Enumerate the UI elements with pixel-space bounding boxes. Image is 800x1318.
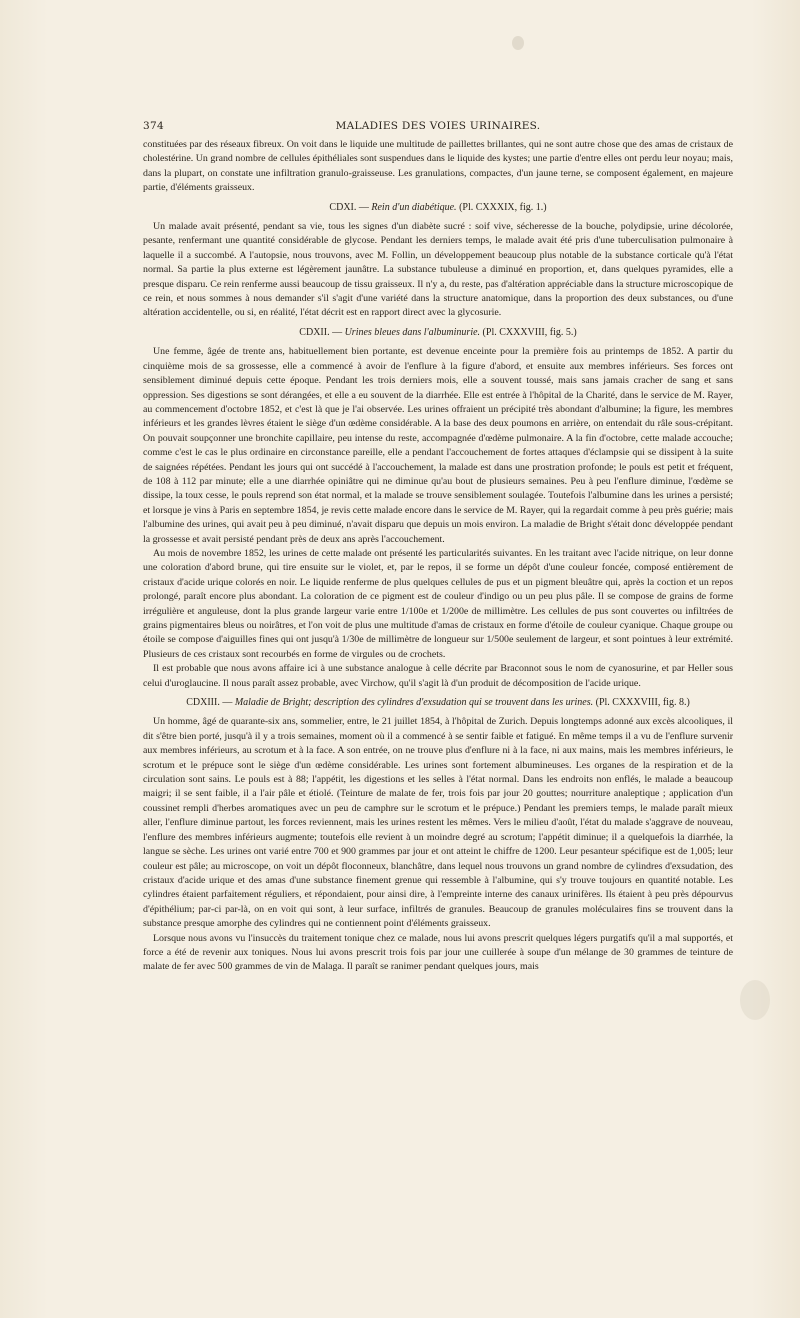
section-title xyxy=(143,696,733,710)
paragraph: Au mois de novembre 1852, les urines de cette malade ont présenté les particularités suivantes. En les traitant avec l'acide nitrique, on leur donne une coloration d'abord brune, qui tire ensuite sur le violet, et, par le repos, il se forme un dépôt d'une couleur foncée, composé entièrement de cristaux d'acide urique colorés en noir. Le liquide renferme de plus quelques cellules de pus et un pigment bleuâtre qui, après la coction et un repos prolongé, paraît encore plus abondant. La coloration de ce pigment est de couleur d'indigo ou un peu plus pâle. Il se compose de grains de forme irrégulière et anguleuse, dont la plus grande largeur varie entre 1/100e et 1/200e de millimètre. Les cellules de pus sont couvertes ou infiltrées de grains pigmentaires bleus ou noirâtres, et l'on voit de plus une multitude d'amas de cristaux en forme d'étoile de couleur cyanique. Chaque groupe ou étoile se compose d'aiguilles fines qui ont jusqu'à 1/30e de millimètre de longueur sur 1/500e seulement de largeur, et sont pointues à leur extrémité. Plusieurs de ces cristaux sont recourbés en forme de virgules ou de crochets. xyxy=(143,547,733,660)
section-cdxi xyxy=(143,201,733,321)
running-title: MALADIES DES VOIES URINAIRES. xyxy=(335,120,541,132)
plate-reference: (Pl. CXXXVIII, fig. 8.) xyxy=(595,697,690,709)
section-heading: Rein d'un diabétique. xyxy=(371,201,457,213)
section-cdxiii xyxy=(143,696,733,975)
paragraph: Lorsque nous avons vu l'insuccès du traitement tonique chez ce malade, nous lui avons prescrit quelques légers purgatifs qu'il a mal supportés, et force a été de revenir aux toniques. Nous lui avons prescrit trois fois par jour une cuillerée à soupe d'un mélange de 30 grammes de teinture de malate de fer avec 500 grammes de vin de Malaga. Il paraît se ranimer pendant quelques jours, mais xyxy=(143,932,733,973)
section-number: CDXII. — xyxy=(299,326,343,338)
section-heading: Urines bleues dans l'albuminurie. xyxy=(344,326,481,338)
section-number: CDXI. — xyxy=(329,201,369,213)
paper-stain xyxy=(740,980,770,1020)
section-number: CDXIII. — xyxy=(186,697,233,709)
page-number: 374 xyxy=(143,120,164,132)
paragraph: Une femme, âgée de trente ans, habituellement bien portante, est devenue enceinte pour la première fois au printemps de 1852. A partir du cinquième mois de sa grossesse, elle a commencé à avoir de l'enflure à la figure d'abord, et ensuite aux membres inférieurs. Ses forces ont sensiblement diminué depuis cette époque. Pendant les trois derniers mois, elle a souvent toussé, mais sans jamais cracher de sang et sans oppression. Ses digestions se sont dérangées, et elle a eu souvent de la diarrhée. Elle est entrée à l'hôpital de la Charité, dans le service de M. Rayer, au commencement d'octobre 1852, et c'est là que je l'ai observée. Les urines offraient un précipité très abondant d'albumine; la figure, les membres inférieurs et les grandes lèvres étaient le siège d'un œdème considérable. A la base des deux poumons en arrière, on entendait du râle sous-crépitant. On pouvait soupçonner une bronchite capillaire, peu intense du reste, accompagnée d'œdème pulmonaire. A la fin d'octobre, cette malade accouche; comme c'est le cas le plus ordinaire en circonstance pareille, elle a pendant l'accouchement de fortes attaques d'éclampsie qui se dissipent à la suite de saignées répétées. Pendant les jours qui ont succédé à l'accouchement, la malade est dans une prostration profonde; le pouls est petit et fréquent, de 108 à 112 par minute; elle a une diarrhée opiniâtre qui ne diminue qu'au bout de plusieurs semaines. Peu à peu l'enflure diminue, l'œdème se dissipe, la toux cesse, le pouls reprend son état normal, et la malade se trouve sensiblement soulagée. Toutefois l'albumine dans les urines a persisté; et lorsque je vins à Paris en septembre 1854, je revis cette malade encore dans le service de M. Rayer, qui la regardait comme à peu près guérie; mais l'albumine des urines, qui avait peu à peu diminué, n'avait disparu que depuis un mois environ. La maladie de Bright s'était donc développée pendant la grossesse et avait persisté pendant près de deux ans après l'accouchement. xyxy=(143,346,733,545)
intro-paragraph: constituées par des réseaux fibreux. On voit dans le liquide une multitude de paillettes brillantes, qui ne sont autre chose que des amas de cristaux de cholestérine. Un grand nombre de cellules épithéliales sont suspendues dans le liquide des kystes; une partie d'entre elles ont perdu leur noyau; mais, dans la plupart, on constate une infiltration granulo-graisseuse. Les granulations, compactes, d'un jaune terne, se composent également, en majeure partie, d'éléments graisseux. xyxy=(143,139,733,194)
paragraph: Il est probable que nous avons affaire ici à une substance analogue à celle décrite par Braconnot sous le nom de cyanosurine, et par Heller sous celui d'uroglaucine. Il nous paraît assez probable, avec Virchow, qu'il s'agit là d'un produit de décomposition de l'acide urique. xyxy=(143,663,733,689)
section-cdxii xyxy=(143,326,733,691)
paragraph: Un homme, âgé de quarante-six ans, sommelier, entre, le 21 juillet 1854, à l'hôpital de Zurich. Depuis longtemps adonné aux excès alcooliques, il dit s'être bien porté, jusqu'à il y a trois semaines, moment où il a commencé à se sentir faible et fatigué. En même temps il a vu de l'enflure survenir aux membres inférieurs, au scrotum et à la face. A son entrée, on ne trouve plus d'enflure ni à la face, ni aux mains, mais les membres inférieurs, le scrotum et le prépuce sont le siège d'un œdème considérable. Les urines sont fortement albumineuses. Les organes de la respiration et de la circulation sont sains. Le pouls est à 88; l'appétit, les digestions et les selles à l'état normal. Dans les endroits non enflés, le malade a beaucoup maigri; il se sent faible, il a l'air pâle et étiolé. (Teinture de malate de fer, trois fois par jour 20 gouttes; nourriture analeptique ; application d'un coussinet rempli d'herbes aromatiques avec un peu de camphre sur le scrotum et le prépuce.) Pendant les premiers temps, le malade paraît mieux aller, l'enflure diminue partout, les forces reviennent, mais les urines restent les mêmes. Vers le milieu d'août, l'état du malade s'aggrave de nouveau, l'enflure des membres inférieurs augmente; toutefois elle revient à un moindre degré au scrotum; l'appétit diminue; il a quelquefois la diarrhée, la langue se sèche. Les urines ont varié entre 700 et 900 grammes par jour et ont atteint le chiffre de 1200. Leur pesanteur spécifique est de 1,005; leur couleur est pâle; au microscope, on voit un dépôt floconneux, blanchâtre, dans lequel nous trouvons un grand nombre de cylindres d'exsudation, des cristaux d'acide urique et des amas d'une substance finement grenue qui ressemble à l'albumine, qui s'y trouve toujours en quantité notable. Les cylindres étaient parfaitement réguliers, et répondaient, pour ainsi dire, à l'empreinte interne des canaux urinifères. Ils étaient à peu près dépourvus d'épithélium; par-ci par-là, on en voit qui sont, à leur surface, infiltrés de granules. Beaucoup de granules moléculaires fins se trouvent dans la substance presque amorphe des cylindres qui ne contiennent point d'éléments graisseux. xyxy=(143,716,733,930)
paper-stain xyxy=(512,36,524,50)
paragraph: Un malade avait présenté, pendant sa vie, tous les signes d'un diabète sucré : soif vive, sécheresse de la bouche, polydipsie, urine décolorée, pesante, renfermant une quantité considérable de glycose. Pendant les derniers temps, le malade avait été pris d'une tuberculisation pulmonaire à laquelle il a succombé. A l'autopsie, nous trouvons, avec M. Follin, un développement beaucoup plus notable de la substance corticale qu'à l'état normal. Sa partie la plus externe est légèrement jaunâtre. La substance tubuleuse a diminué en proportion, et, dans quelques pyramides, elle a presque disparu. Ce rein renferme aussi beaucoup de tissu graisseux. Il n'y a, du reste, pas d'altération appréciable dans la structure microscopique de ce rein, et nous sommes à nous demander s'il s'agit d'une variété dans la structure anatomique, dans la proportion des deux substances, ou d'une altération accidentelle, ou si, en réalité, l'état décrit est en rapport direct avec la glycosurie. xyxy=(143,221,733,319)
section-heading: Maladie de Bright; description des cylindres d'exsudation qui se trouvent dans les urines. xyxy=(234,697,594,709)
plate-reference: (Pl. CXXXIX, fig. 1.) xyxy=(459,201,547,213)
plate-reference: (Pl. CXXXVIII, fig. 5.) xyxy=(482,326,577,338)
section-title xyxy=(143,326,733,340)
section-title xyxy=(143,201,733,215)
body-text xyxy=(143,138,733,975)
